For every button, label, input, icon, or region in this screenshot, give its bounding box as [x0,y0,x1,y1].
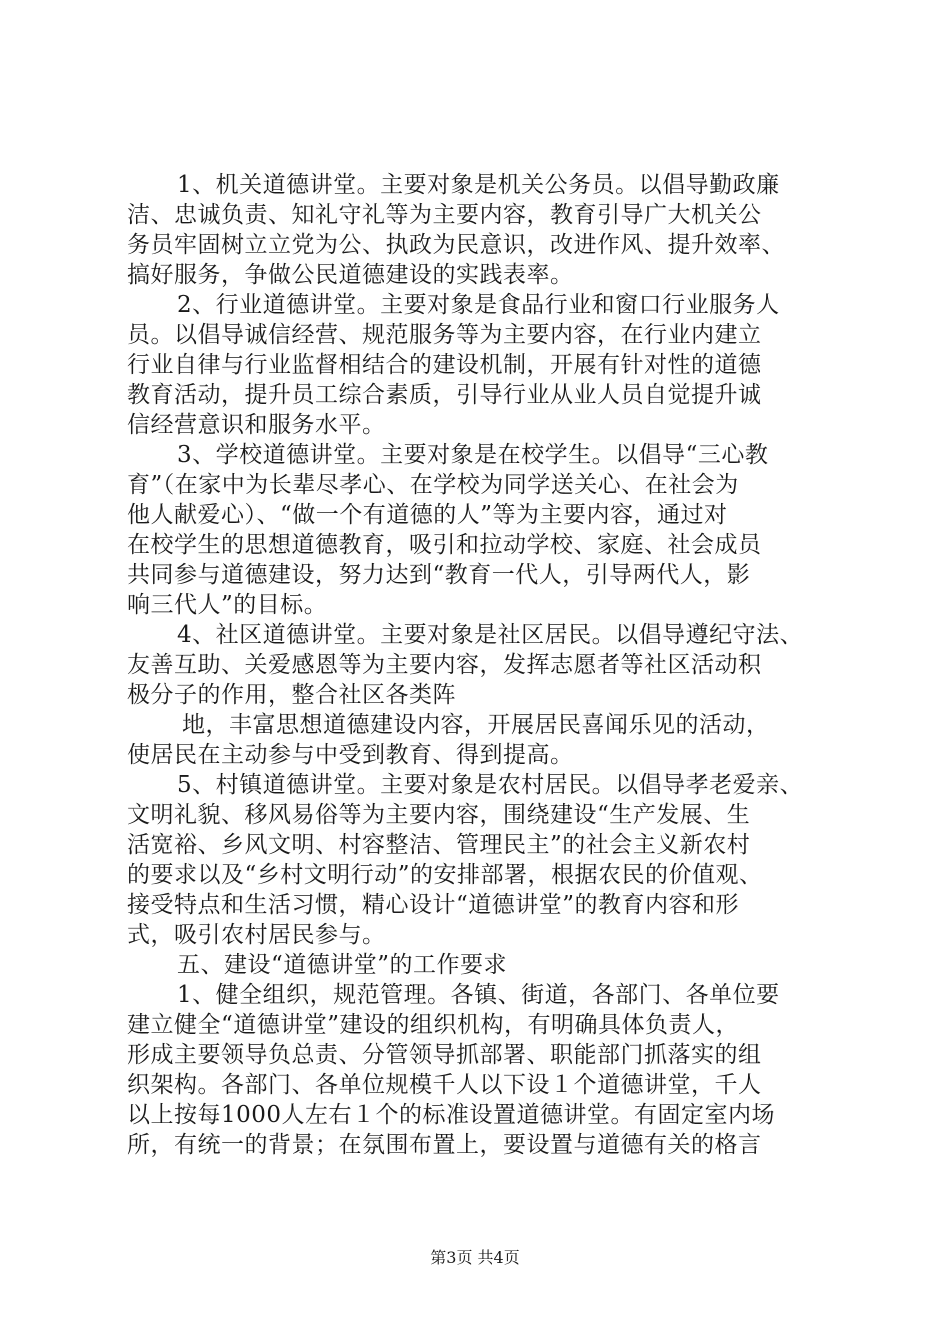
text-line: 形成主要领导负总责、分管领导抓部署、职能部门抓落实的组 [127,1042,762,1068]
text-line: 建立健全“道德讲堂”建设的组织机构，有明确具体负责人， [127,1012,740,1038]
text-line: 使居民在主动参与中受到教育、得到提高。 [127,742,574,768]
text-line: 的要求以及“乡村文明行动”的安排部署，根据农民的价值观、 [127,862,763,888]
text-line: 1、机关道德讲堂。主要对象是机关公务员。以倡导勤政廉 [177,172,780,198]
text-line: 友善互助、关爱感恩等为主要内容，发挥志愿者等社区活动积 [127,652,762,678]
text-line: 接受特点和生活习惯，精心设计“道德讲堂”的教育内容和形 [127,892,740,918]
text-line: 他人献爱心）、“做一个有道德的人”等为主要内容，通过对 [127,502,728,528]
text-line: 极分子的作用，整合社区各类阵 [127,682,456,708]
page-number-footer: 第3页 共4页 [430,1248,520,1267]
text-line: 共同参与道德建设，努力达到“教育一代人，引导两代人，影 [127,562,751,588]
text-line: 3、学校道德讲堂。主要对象是在校学生。以倡导“三心教 [177,442,769,468]
document-body [127,170,827,1160]
text-line: 2、行业道德讲堂。主要对象是食品行业和窗口行业服务人 [177,292,780,318]
text-line: 行业自律与行业监督相结合的建设机制，开展有针对性的道德 [127,352,762,378]
text-line: 洁、忠诚负责、知礼守礼等为主要内容，教育引导广大机关公 [127,202,762,228]
text-line: 育”（在家中为长辈尽孝心、在学校为同学送关心、在社会为 [127,472,739,498]
text-line: 教育活动，提升员工综合素质，引导行业从业人员自觉提升诚 [127,382,762,408]
text-line: 地，丰富思想道德建设内容，开展居民喜闻乐见的活动， [182,712,770,738]
text-line: 员。以倡导诚信经营、规范服务等为主要内容，在行业内建立 [127,322,762,348]
text-line: 响三代人”的目标。 [127,592,328,618]
text-line: 务员牢固树立立党为公、执政为民意识，改进作风、提升效率、 [127,232,785,258]
text-line: 织架构。各部门、各单位规模千人以下设１个道德讲堂，千人 [127,1072,762,1098]
text-line: 1、健全组织，规范管理。各镇、街道，各部门、各单位要 [177,982,780,1008]
text-line: 在校学生的思想道德教育，吸引和拉动学校、家庭、社会成员 [127,532,762,558]
text-line: 以上按每1000人左右１个的标准设置道德讲堂。有固定室内场 [127,1102,776,1128]
text-line: 活宽裕、乡风文明、村容整洁、管理民主”的社会主义新农村 [127,832,751,858]
text-line: 文明礼貌、移风易俗等为主要内容，围绕建设“生产发展、生 [127,802,751,828]
text-line: 5、村镇道德讲堂。主要对象是农村居民。以倡导孝老爱亲、 [177,772,804,798]
section-heading: 五、建设“道德讲堂”的工作要求 [177,952,508,978]
text-line: 4、社区道德讲堂。主要对象是社区居民。以倡导遵纪守法、 [177,622,804,648]
text-line: 式，吸引农村居民参与。 [127,922,386,948]
text-line: 信经营意识和服务水平。 [127,412,386,438]
text-line: 搞好服务，争做公民道德建设的实践表率。 [127,262,574,288]
text-line: 所，有统一的背景；在氛围布置上，要设置与道德有关的格言 [127,1132,762,1158]
